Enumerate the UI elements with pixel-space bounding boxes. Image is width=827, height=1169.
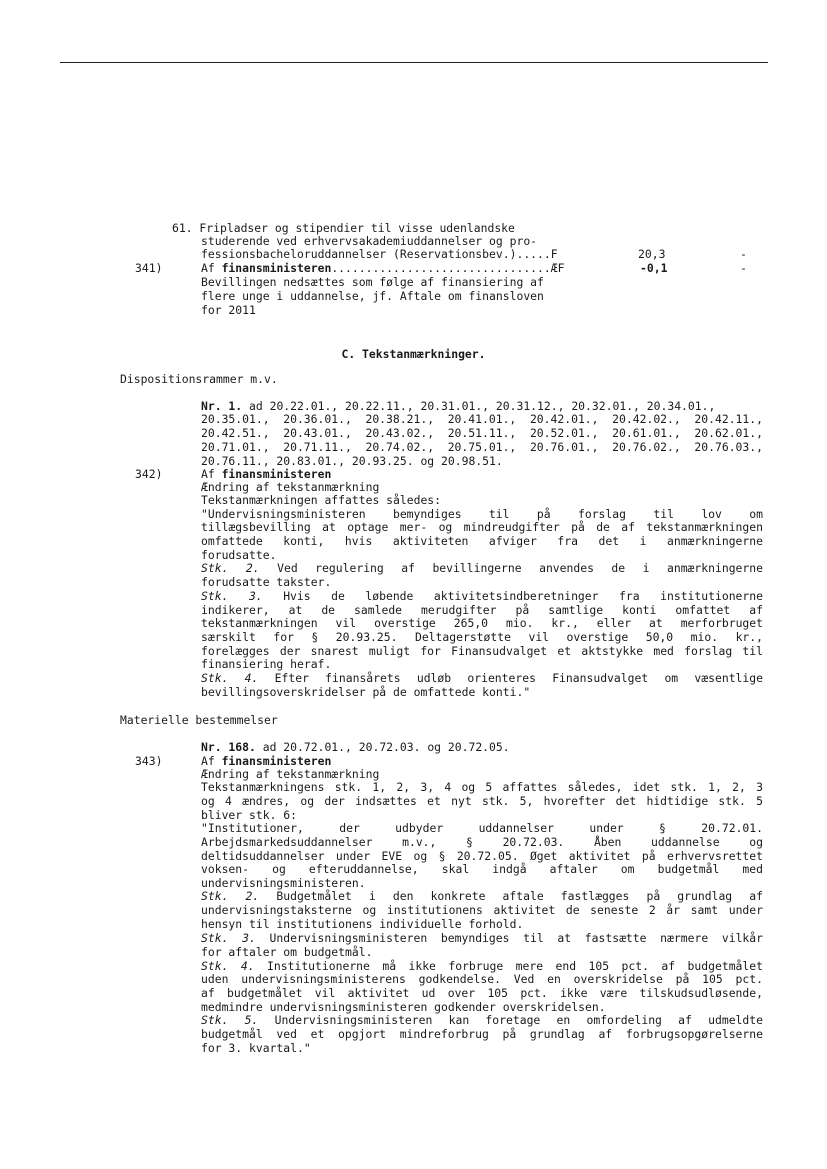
disp-nr-label: Nr. 1. [201, 399, 243, 413]
stk-text: Ved regulering af bevillingerne anvendes de i anmærkningerne [259, 561, 763, 575]
minister-name: finansministeren [221, 754, 332, 768]
disp-heading: Dispositionsrammer m.v. [120, 372, 278, 386]
disp-stk3-line-1: indikerer, at de samlede merudgifter på samtlige konti omfattet af [201, 603, 763, 617]
stk-label: Stk. 5. [201, 1013, 259, 1027]
item61-row1-value: 20,3 [638, 247, 666, 261]
disp-endring: Ændring af tekstanmærkning [201, 480, 380, 494]
stk-text: Budgetmålet i den konkrete aftale fastlægges på grundlag af [259, 889, 763, 903]
disp-stk3 [201, 590, 763, 603]
disp-stk4-end: bevillingsoverskridelser på de omfattede konti." [201, 685, 531, 699]
mat-nr-line [201, 741, 510, 754]
disp-stk3-line-4: forelægges der snarest muligt for Finansudvalget et aktstykke med forslag til [201, 644, 763, 658]
item61-desc-3: for 2011 [201, 303, 256, 317]
mat-stk4-end: medmindre undervisningsministeren godkender overskridelsen. [201, 1000, 606, 1014]
disp-nr-text: ad 20.22.01., 20.22.11., 20.31.01., 20.31.12., 20.32.01., 20.34.01., [242, 399, 716, 413]
item61-row2-value: -0,1 [640, 261, 668, 275]
mat-intro-end: bliver stk. 6: [201, 808, 298, 822]
disp-stk3-line-2: tekstanmærkningen vil overstige 265,0 mio. kr., eller at merforbruget [201, 616, 763, 630]
mat-stk5-end: for 3. kvartal." [201, 1041, 311, 1055]
disp-quote-1: "Undervisningsministeren bemyndiges til på forslag til lov om [201, 507, 763, 521]
stk-label: Stk. 4. [201, 671, 259, 685]
af-prefix: Af [201, 754, 222, 768]
disp-number: 342) [135, 467, 163, 481]
disp-nr-line-3: 20.42.51., 20.43.01., 20.43.02., 20.51.11., 20.52.01., 20.61.01., 20.62.01., [201, 426, 763, 440]
minister-name: finansministeren [221, 467, 332, 481]
disp-nr-line-5: 20.76.11., 20.83.01., 20.93.25. og 20.98.51. [201, 454, 503, 468]
mat-heading: Materielle bestemmelser [120, 713, 278, 727]
item61-line-2: studerende ved erhvervsakademiuddannelser og pro- [201, 234, 538, 248]
item61-af-line [201, 262, 564, 275]
stk-text: Institutionerne må ikke forbruge mere end 105 pct. af budgetmålet [254, 959, 763, 973]
mat-stk3 [201, 932, 763, 945]
af-prefix: Af [201, 467, 222, 481]
stk-text: Undervisningsministeren bemyndiges til at fastsætte nærmere vilkår [255, 931, 763, 945]
mat-stk5-line-1: budgetmål ved et opgjort mindreforbrug på grundlag af forbrugsopgørelserne [201, 1027, 763, 1041]
mat-nr-label: Nr. 168. [201, 740, 256, 754]
disp-stk2 [201, 562, 763, 575]
item61-desc-2: flere unge i uddannelse, jf. Aftale om finansloven [201, 289, 544, 303]
mat-stk3-end: for aftaler om budgetmål. [201, 945, 373, 959]
disp-quote-3: omfattede konti, hvis aktiviteten afviger fra det i anmærkningerne [201, 534, 763, 548]
stk-text: Hvis de løbende aktivitetsindberetninger fra institutionerne [262, 589, 763, 603]
disp-forudsatte: forudsatte. [201, 548, 277, 562]
header-rule [60, 62, 768, 63]
mat-quote-3: deltidsuddannelser under EVE og § 20.72.05. Øget aktivitet på erhvervsrettet [201, 849, 763, 863]
mat-intro-2: og 4 ændres, og der indsættes et nyt stk. 5, hvorefter det hidtidige stk. 5 [201, 794, 763, 808]
mat-endring: Ændring af tekstanmærkning [201, 767, 380, 781]
stk-label: Stk. 2. [201, 889, 260, 903]
mat-stk2-line-1: undervisningstaksterne og institutionens aktivitet de seneste 2 år samt under [201, 903, 763, 917]
af-prefix: Af [201, 261, 222, 275]
disp-stk4 [201, 672, 763, 685]
stk-label: Stk. 3. [201, 589, 263, 603]
mat-quote-end: undervisningsministeren. [201, 876, 366, 890]
item61-row2-dash: - [740, 261, 747, 275]
mat-quote-1: "Institutioner, der udbyder uddannelser under § 20.72.01. [201, 821, 763, 835]
stk-text: Undervisningsministeren kan foretage en omfordeling af udmeldte [258, 1013, 763, 1027]
stk-text: Efter finansårets udløb orienteres Finansudvalget om væsentlige [258, 671, 763, 685]
mat-number: 343) [135, 754, 163, 768]
disp-affattes: Tekstanmærkningen affattes således: [201, 493, 442, 507]
item61-line-1: 61. Fripladser og stipendier til visse udenlandske [172, 221, 515, 235]
mat-intro-1: Tekstanmærkningens stk. 1, 2, 3, 4 og 5 affattes således, idet stk. 1, 2, 3 [201, 780, 763, 794]
mat-nr-text: ad 20.72.01., 20.72.03. og 20.72.05. [255, 740, 510, 754]
disp-stk3-line-3: særskilt for § 20.93.25. Deltagerstøtte vil overstige 50,0 mio. kr., [201, 630, 763, 644]
mat-stk4-line-2: af budgetmålet vil aktivitet ud over 105 pct. ikke være tilskudsudløsende, [201, 986, 763, 1000]
item61-line-3: fessionsbacheloruddannelser (Reservationsbev.).....F [201, 247, 558, 261]
mat-stk2 [201, 890, 763, 903]
disp-stk3-end: finansiering heraf. [201, 657, 332, 671]
item61-number: 341) [135, 261, 163, 275]
disp-stk2-end: forudsatte takster. [201, 575, 332, 589]
item61-desc-1: Bevillingen nedsættes som følge af finansiering af [201, 275, 544, 289]
disp-nr-line-4: 20.71.01., 20.71.11., 20.74.02., 20.75.01., 20.76.01., 20.76.02., 20.76.03., [201, 440, 763, 454]
minister-name: finansministeren [221, 261, 332, 275]
section-title: C. Tekstanmærkninger. [341, 347, 486, 361]
af-dots: ................................ÆF [331, 261, 565, 275]
mat-quote-4: voksen- og efteruddannelse, skal indgå aftaler om budgetmål med [201, 862, 763, 876]
stk-label: Stk. 4. [201, 959, 255, 973]
mat-stk5 [201, 1014, 763, 1027]
stk-label: Stk. 3. [201, 931, 256, 945]
mat-quote-2: Arbejdsmarkedsuddannelser m.v., § 20.72.03. Åben uddannelse og [201, 835, 763, 849]
item61-row1-dash: - [740, 247, 747, 261]
mat-stk2-end: hensyn til institutionens individuelle forhold. [201, 917, 524, 931]
disp-nr-line-2: 20.35.01., 20.36.01., 20.38.21., 20.41.01., 20.42.01., 20.42.02., 20.42.11., [201, 412, 763, 426]
disp-quote-2: tillægsbevilling at optage mer- og mindreudgifter på de af tekstanmærkningen [201, 520, 763, 534]
stk-label: Stk. 2. [201, 561, 260, 575]
mat-stk4-line-1: uden undervisningsministerens godkendelse. Ved en overskridelse på 105 pct. [201, 972, 763, 986]
